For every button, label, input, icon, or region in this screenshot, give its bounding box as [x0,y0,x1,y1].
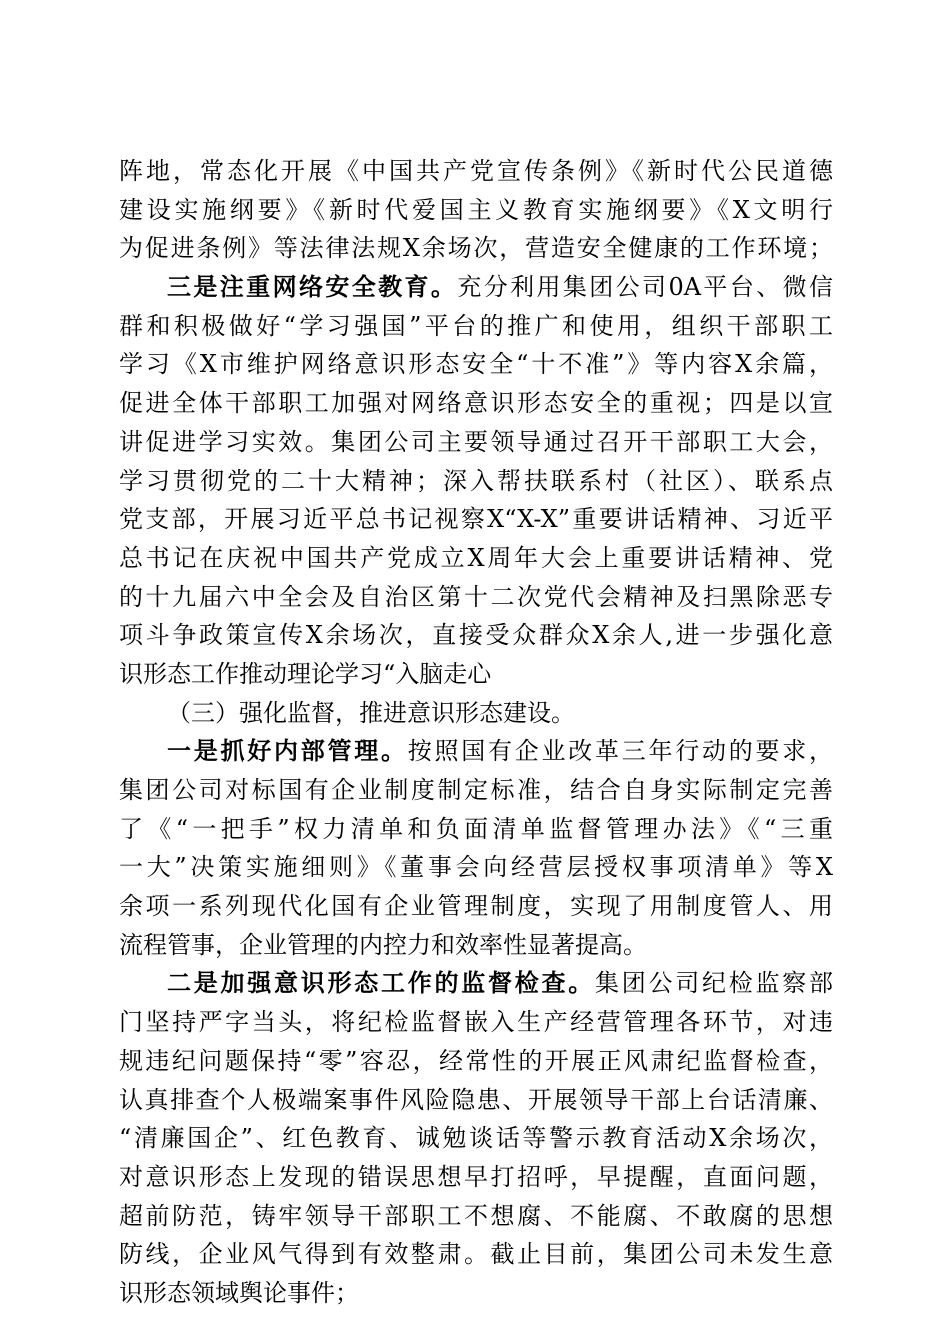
line-text: 项斗争政策宣传X余场次，直接受众群众X余人,进一步强化意 [119,621,833,650]
text-line [119,732,833,771]
line-text: 讲促进学习实效。集团公司主要领导通过召开干部职工大会， [119,427,833,456]
text-line [119,887,833,926]
text-line [119,191,833,230]
line-text: 超前防范，铸牢领导干部职工不想腐、不能腐、不敢腐的思想 [119,1201,833,1230]
text-line [119,462,833,501]
text-line [119,384,833,423]
line-text: 促进全体干部职工加强对网络意识形态安全的重视；四是以宣 [119,389,833,418]
text-line [119,810,833,849]
line-text: 总书记在庆祝中国共产党成立X周年大会上重要讲话精神、党 [119,543,833,572]
line-text: 阵地，常态化开展《中国共产党宣传条例》《新时代公民道德 [119,157,833,185]
line-text: 建设实施纲要》《新时代爱国主义教育实施纲要》《X文明行 [119,195,833,224]
text-line [119,1042,833,1081]
document-body [119,152,833,1313]
text-line [119,307,833,346]
text-line [119,1081,833,1120]
text-line [119,694,833,733]
line-text: （三）强化监督，推进意识形态建设。 [167,698,575,727]
bold-lead-text: 一是抓好内部管理。 [167,736,408,766]
text-line [119,1197,833,1236]
line-text: 余项一系列现代化国有企业管理制度，实现了用制度管人、用 [119,892,833,921]
line-text: 集团公司对标国有企业制度制定标准，结合自身实际制定完善 [119,776,833,804]
line-text: 充分利用集团公司0A平台、微信 [457,273,833,302]
line-text: 按照国有企业改革三年行动的要求， [407,737,833,766]
line-text: 流程管事，企业管理的内控力和效率性显著提高。 [119,930,647,959]
line-text: 规违纪问题保持“零”容忍，经常性的开展正风肃纪监督检查， [119,1046,833,1075]
text-line [119,964,833,1003]
text-line [119,771,833,810]
line-text: 识形态领域舆论事件； [119,1278,359,1307]
line-text: 的十九届六中全会及自治区第十二次党代会精神及扫黑除恶专 [119,582,833,611]
text-line [119,1003,833,1042]
text-line [119,1158,833,1197]
text-line [119,1119,833,1158]
text-line [119,423,833,462]
line-text: 防线，企业风气得到有效整肃。截止目前，集团公司未发生意 [119,1240,833,1269]
text-line [119,848,833,887]
text-line [119,268,833,307]
text-line [119,152,833,191]
line-text: “清廉国企”、红色教育、诚勉谈话等警示教育活动X余场次， [119,1124,833,1153]
line-text: 对意识形态上发现的错误思想早打招呼，早提醒，直面问题， [119,1162,833,1191]
line-text: 认真排查个人极端案事件风险隐患、开展领导干部上台话清廉、 [119,1085,833,1114]
line-text: 党支部，开展习近平总书记视察X“X-X”重要讲话精神、习近平 [119,505,833,534]
line-text: 识形态工作推动理论学习“入脑走心 [119,659,492,688]
line-text: 了《“一把手”权力清单和负面清单监督管理办法》《“三重 [119,814,833,843]
text-line [119,578,833,617]
text-line [119,1274,833,1313]
line-text: 一大”决策实施细则》《董事会向经营层授权事项清单》等X [119,853,833,882]
text-line [119,345,833,384]
text-line [119,1235,833,1274]
line-text: 为促进条例》等法律法规X余场次，营造安全健康的工作环境； [119,234,833,263]
line-text: 集团公司纪检监察部 [595,969,833,998]
bold-lead-text: 二是加强意识形态工作的监督检查。 [167,968,595,998]
text-line [119,500,833,539]
text-line [119,229,833,268]
text-line [119,655,833,694]
text-line [119,539,833,578]
line-text: 群和积极做好“学习强国”平台的推广和使用，组织干部职工 [119,311,833,340]
line-text: 学习贯彻党的二十大精神；深入帮扶联系村（社区）、联系点 [119,466,833,495]
line-text: 学习《X市维护网络意识形态安全“十不准”》等内容X余篇， [119,350,833,379]
text-line [119,616,833,655]
text-line [119,926,833,965]
bold-lead-text: 三是注重网络安全教育。 [167,272,458,302]
line-text: 门坚持严字当头，将纪检监督嵌入生产经营管理各环节，对违 [119,1008,833,1037]
